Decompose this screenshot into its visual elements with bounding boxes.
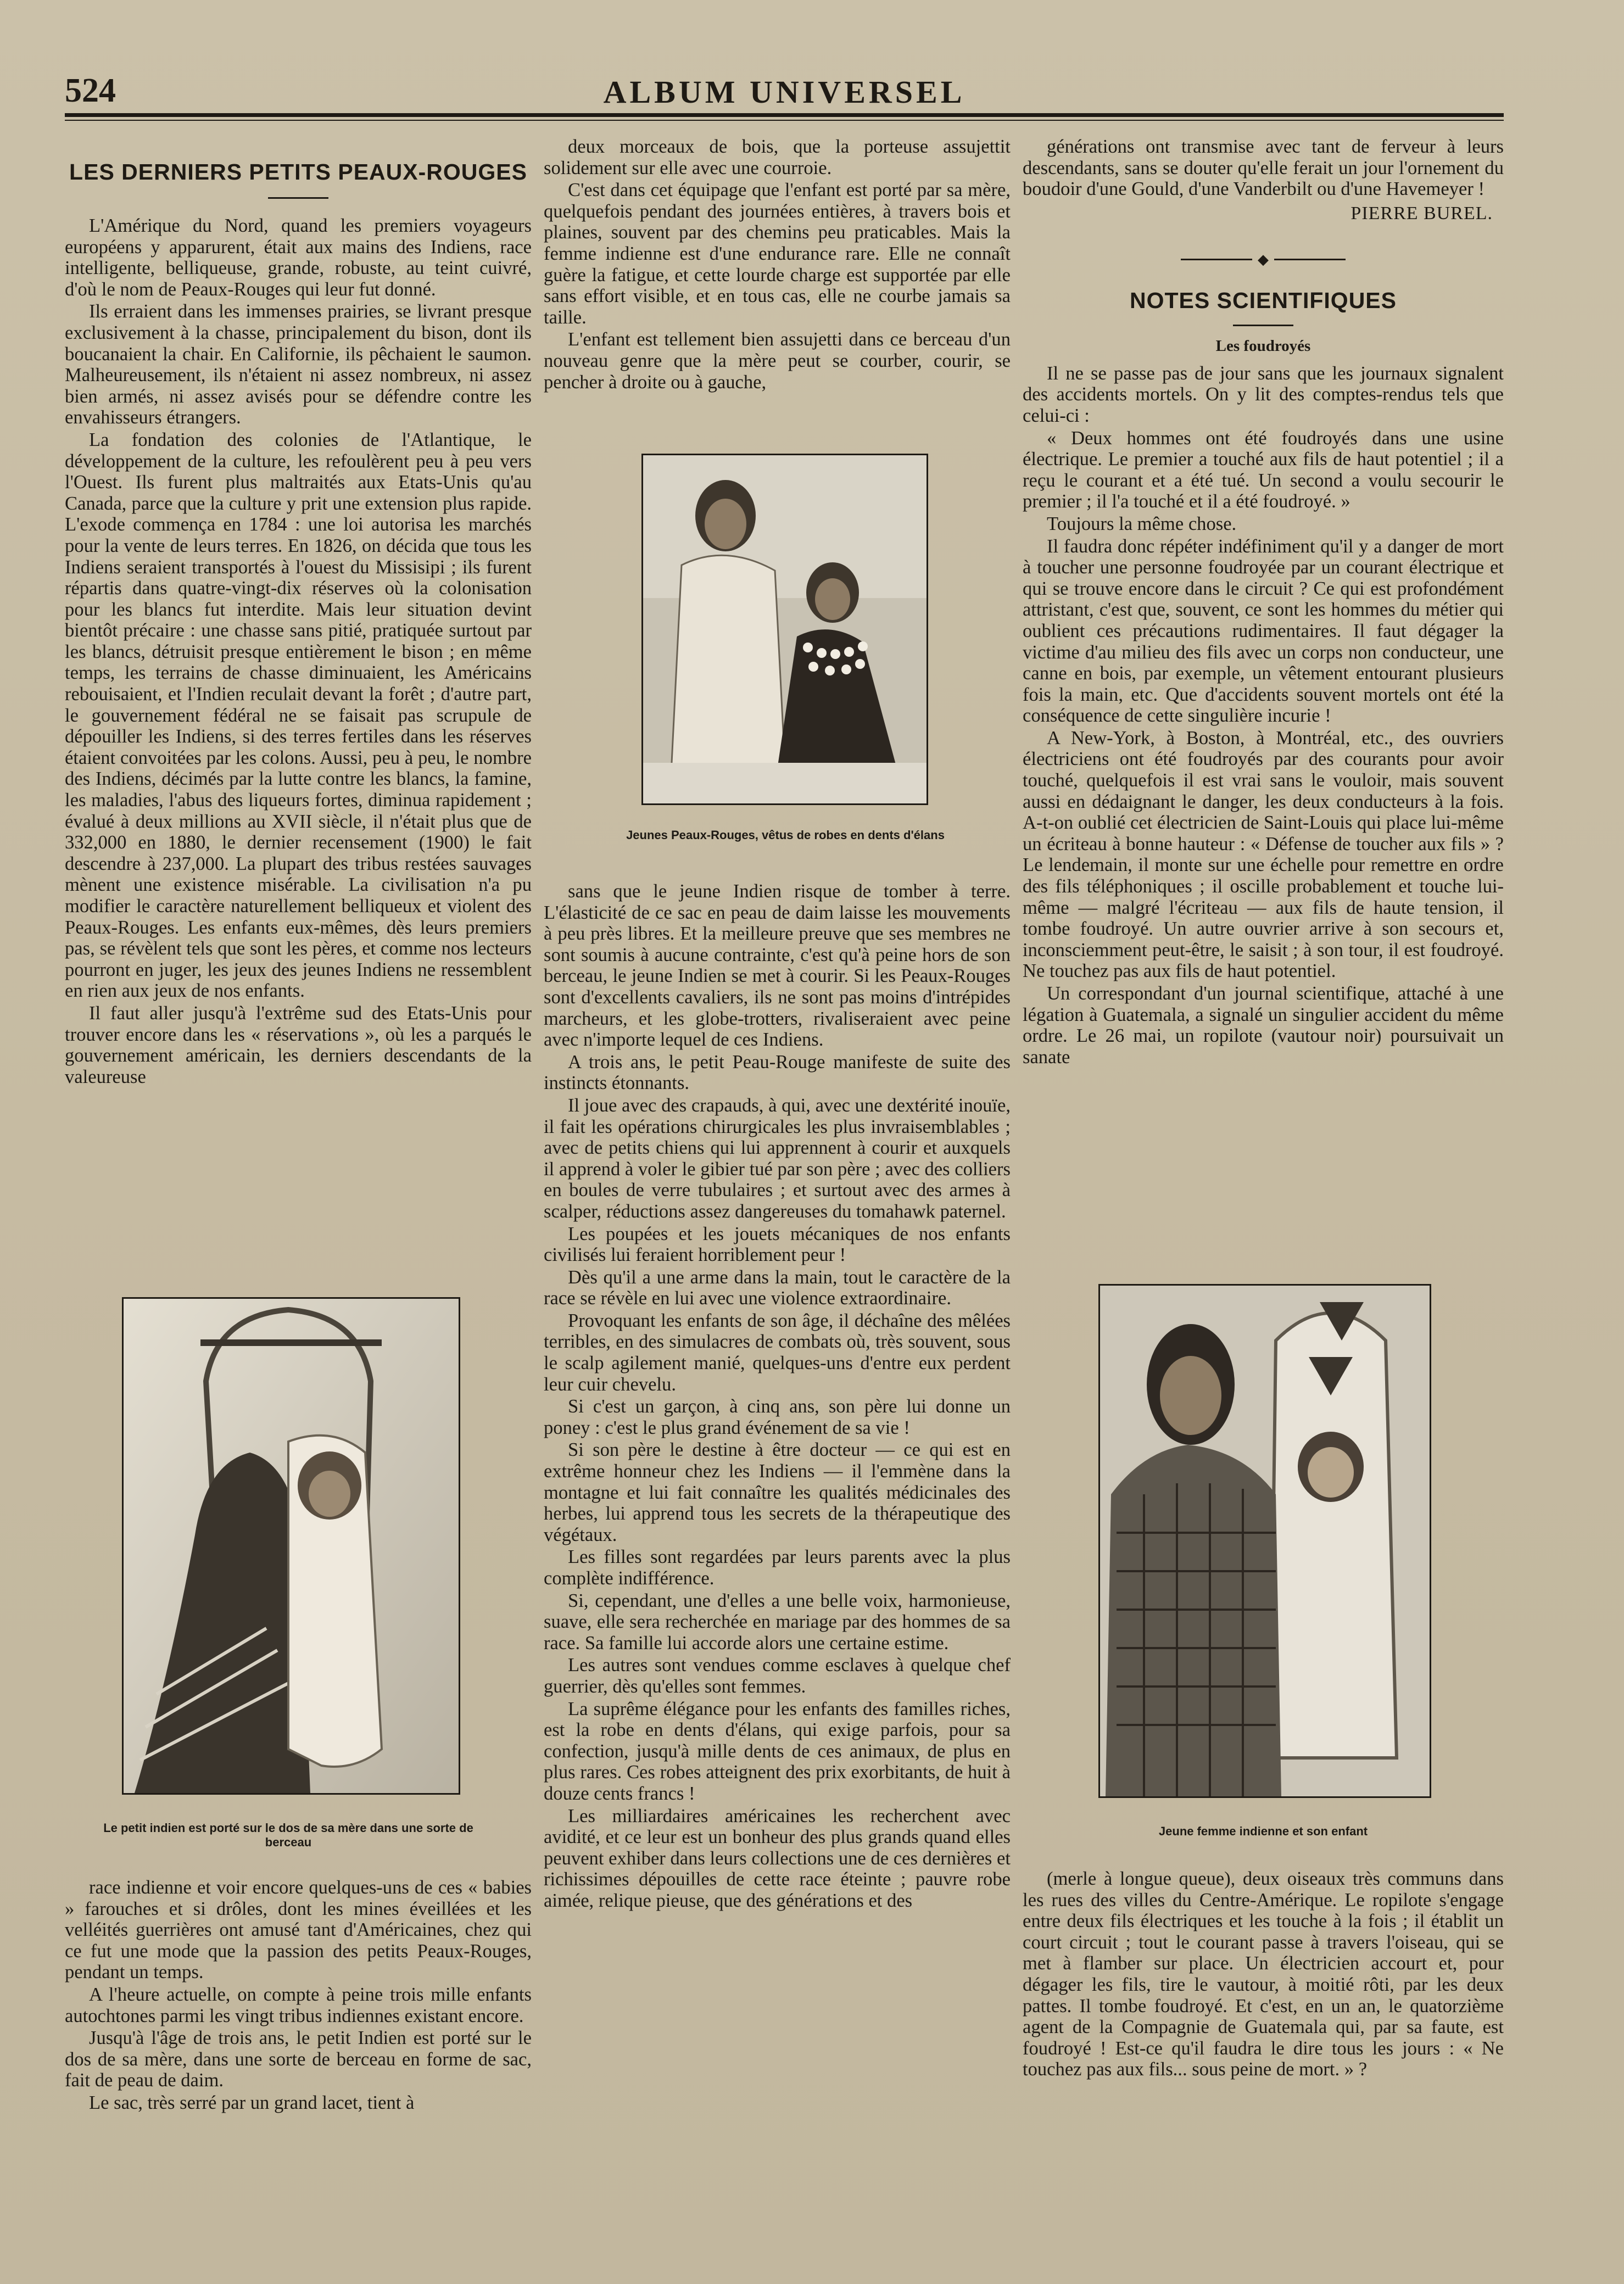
column-1-bottom <box>65 1877 532 2256</box>
paragraph: générations ont transmise avec tant de ferveur à leurs descendants, sans se douter qu'elle ferait un jour l'ornement du boudoir d'une Gould, d'une Vanderbilt ou d'une Havemeyer ! <box>1023 136 1504 200</box>
column-3-bottom <box>1023 1868 1504 2256</box>
article-body-col3 <box>1023 136 1504 200</box>
paragraph: Jusqu'à l'âge de trois ans, le petit Indien est porté sur le dos de sa mère, dans une sorte de berceau en forme de sac, fait de peau de daim. <box>65 2028 532 2091</box>
paragraph: Un correspondant d'un journal scientifique, attaché à une légation à Guatemala, a signalé un singulier accident du même ordre. Le 26 mai, un ropilote (vautour noir) poursuivait un sanate <box>1023 983 1504 1068</box>
notes-body-continued <box>1023 1868 1504 2080</box>
masthead: ALBUM UNIVERSEL <box>603 74 966 110</box>
paragraph: Le sac, très serré par un grand lacet, tient à <box>89 2092 415 2113</box>
section-rule <box>1233 325 1293 326</box>
paragraph: Il faut aller jusqu'à l'extrême sud des Etats-Unis pour trouver encore dans les « réservations », où les a parqués le gouvernement américain, les derniers descendants de la valeureuse <box>65 1002 532 1087</box>
paragraph: deux morceaux de bois, que la porteuse assujettit solidement sur elle avec une courroie. <box>544 136 1011 178</box>
photo-young-peaux-rouges-image <box>643 455 927 803</box>
photo-young-peaux-rouges <box>641 454 928 805</box>
page-number: 524 <box>65 72 116 109</box>
paragraph: Les poupées et les jouets mécaniques de nos enfants civilisés lui feraient horriblement peur ! <box>544 1223 1011 1266</box>
paragraph: race indienne et voir encore quelques-uns de ces « babies » farouches et si drôles, dont les mines éveillées et les velléités guerrières ont amusé tant d'Américaines, chez qui ce fut une mode que la passion des petits Peaux-Rouges, pendant un temps. <box>65 1877 532 1983</box>
paragraph: A New-York, à Boston, à Montréal, etc., des ouvriers électriciens ont été foudroyés par des courants pour avoir touché, quelquefois il est vrai sans le vouloir, mais souvent aussi en dédaignant le danger, les deux conducteurs à la fois. A-t-on oublié cet électricien de Saint-Louis qui place lui-même un écriteau à bonne hauteur : « Défense de toucher aux fils » ? Le lendemain, il monte sur une échelle pour remettre en ordre des fils téléphoniques ; il oscille probablement et touche lui-même — malgré l'écriteau — aux fils de haute tension, il tombe foudroyé. Un autre ouvrier arrive à son secours et, inconsciemment peut-être, le saisit ; à son tour, il est foudroyé. Ne touchez pas aux fils de haut potentiel. <box>1023 727 1504 982</box>
paragraph: L'enfant est tellement bien assujetti dans ce berceau d'un nouveau genre que la mère peut se courber, courir, se pencher à droite ou à gauche, <box>544 329 1011 393</box>
paragraph: Ils erraient dans les immenses prairies, se livrant presque exclusivement à la chasse, principalement du bison, dont ils boucanaient la chair. En Californie, ils pêchaient le saumon. Malheureusement, ils n'étaient ni assez nombreux, ni assez bien armés, ni assez avisés pour se défendre contre les envahisseurs étrangers. <box>65 301 532 428</box>
photo-young-woman-child-image <box>1100 1286 1430 1796</box>
article-body-col2 <box>544 136 1011 393</box>
title-rule <box>268 197 328 199</box>
column-1-top <box>65 159 532 1203</box>
paragraph: Les autres sont vendues comme esclaves à quelque chef guerrier, dès qu'elles sont femmes. <box>544 1655 1011 1697</box>
paragraph: Il joue avec des crapauds, à qui, avec une dextérité inouïe, il fait les opérations chirurgicales les plus invraisemblables ; avec de petits chiens qui lui apprennent à courir et auxquels il apprend à voler le gibier tué par son père ; avec des colliers en boules de verre tubulaires ; et surtout avec des armes à scalper, réductions assez dangereuses du tomahawk paternel. <box>544 1094 1011 1222</box>
paragraph: Les milliardaires américaines les recherchent avec avidité, et ce leur est un bonheur des plus grands quand elles peuvent exhiber dans leurs collections une de ces dernières et richissimes dépouilles de cette race éteinte ; pauvre robe aimée, relique pieuse, que des générations et des <box>544 1805 1011 1911</box>
paragraph: Les filles sont regardées par leurs parents avec la plus complète indifférence. <box>544 1546 1011 1589</box>
article-body-col2-continued <box>544 881 1011 1912</box>
page-header <box>65 71 1504 115</box>
notes-body <box>1023 363 1504 1068</box>
paragraph: Dès qu'il a une arme dans la main, tout le caractère de la race se révèle en lui avec une violence extraordinaire. <box>544 1266 1011 1309</box>
paragraph: Si, cependant, une d'elles a une belle voix, harmonieuse, suave, elle sera recherchée en mariage par des hommes de sa race. Sa famille lui accorde alors une certaine estime. <box>544 1590 1011 1654</box>
column-3-top <box>1023 136 1504 1267</box>
article-body-continued <box>65 1877 532 2114</box>
section-subtitle: Les foudroyés <box>1215 337 1311 355</box>
header-rule <box>65 113 1504 117</box>
paragraph: La fondation des colonies de l'Atlantique, le développement de la culture, les refoulèrent peu à peu vers l'Ouest. Ils furent plus maltraités aux Etats-Unis qu'au Canada, parce que la culture y prit une extension plus rapide. L'exode commença en 1784 : une loi autorisa les marchés pour la vente de leurs terres. En 1826, on décida que tous les Indiens seraient transportés à l'ouest du Missisipi ; ils furent répartis dans quatre-vingt-dix réserves où la colonisation pour les blancs fut interdite. Mais leur situation devint bientôt précaire : une chasse sans pitié, pratiquée surtout par les blancs, détruisit presque entièrement le bison ; en même temps, les terrains de chasse diminuaient, les Américains rebouisaient, et l'Indien reculait devant la forêt ; d'autre part, le gouvernement fédéral ne se faisait pas scrupule de dépouiller les Indiens, si des terres fertiles dans les réserves étaient convoitées par les colons. Aussi, peu à peu, le nombre des Indiens, décimés par la lutte contre les blancs, la famine, les maladies, l'abus des liqueurs fortes, diminua rapidement ; évalué à deux millions au XVII siècle, il n'était plus que de 332,000 en 1880, le dernier recensement (1900) le fait descendre à 237,000. La plupart des tribus restées sauvages mènent une existence misérable. La civilisation n'a pu modifier le caractère naturellement belliqueux et violent des Peaux-Rouges. Les enfants eux-mêmes, dès leurs premiers pas, se révèlent tels que sont les pères, et comme nos lecteurs pourront en juger, les jeux des jeunes Indiens ne ressemblent en rien aux jeux de nos enfants. <box>65 429 532 1002</box>
paragraph: sans que le jeune Indien risque de tomber à terre. L'élasticité de ce sac en peau de daim laisse les mouvements à peu près libres. Et la meilleure preuve que ses membres ne sont soumis à aucune contrainte, c'est qu'à peine hors de son berceau, le jeune Indien se met à courir. Si les Peaux-Rouges sont d'excellents cavaliers, ils ne sont pas moins d'intrépides marcheurs, et les globe-trotters, rivaliseraient avec peine avec n'importe lequel de ces Indiens. <box>544 881 1011 1051</box>
paragraph: Il faudra donc répéter indéfiniment qu'il y a danger de mort à toucher une personne foudroyée par un courant électrique et qui se trouve encore dans le circuit ? Ce qui est profondément attristant, c'est que, souvent, ce sont les hommes du métier qui oublient ces précautions rudimentaires. Il faut dégager la victime d'au milieu des fils avec un corps non conducteur, une canne en bois, par exemple, un vêtement entourant plusieurs fois la main, etc. Que d'accidents souvent mortels ont été la conséquence de cette singulière incurie ! <box>1023 535 1504 727</box>
article-body <box>65 215 532 1087</box>
column-2-top <box>544 136 1011 422</box>
paragraph: La suprême élégance pour les enfants des familles riches, est la robe en dents d'élans, qui exige parfois, pour sa confection, jusqu'à mille dents de ces animaux, de plus en plus rares. Ces robes atteignent des prix exorbitants, de huit à douze cents francs ! <box>544 1698 1011 1804</box>
column-2-bottom <box>544 881 1011 2257</box>
article-title: LES DERNIERS PETITS PEAUX-ROUGES <box>69 159 527 185</box>
section-ornament: ◆ <box>1023 252 1504 268</box>
paragraph: A trois ans, le petit Peau-Rouge manifeste de suite des instincts étonnants. <box>544 1051 1011 1094</box>
paragraph: Provoquant les enfants de son âge, il déchaîne des mêlées terribles, en des simulacres de combats où, très souvent, sous le scalp agilement manié, quelques-uns d'entre eux perdent leur cuir chevelu. <box>544 1310 1011 1395</box>
paragraph: (merle à longue queue), deux oiseaux très communs dans les rues des villes du Centre-Amérique. Le ropilote s'engage entre deux fils électriques et les touche à la fois ; il établit un court circuit ; tout le courant passe à travers l'oiseau, qui se met à flamber sur place. Un électricien accourt et, pour dégager les fils, tire le vautour, à moitié rôti, par les deux pattes. Il tombe foudroyé. Et c'est, en un an, le quatorzième agent de la Compagnie de Guatemala qui, par sa faute, est foudroyé ! Est-ce qu'il faudra le dire tous les jours : « Ne touchez pas aux fils... sous peine de mort. » ? <box>1023 1868 1504 2080</box>
paragraph: Si son père le destine à être docteur — ce qui est en extrême honneur chez les Indiens — il l'emmène dans la montagne et lui fait connaître les qualités médicinales des herbes, lui apprend tous les secrets de la thérapeutique des végétaux. <box>544 1439 1011 1545</box>
paragraph: A l'heure actuelle, on compte à peine trois mille enfants autochtones parmi les vingt tribus indiennes existant encore. <box>65 1984 532 2026</box>
photo-young-woman-child <box>1098 1284 1431 1798</box>
section-title: NOTES SCIENTIFIQUES <box>1130 287 1397 313</box>
figure-caption-2: Jeunes Peaux-Rouges, vêtus de robes en dents d'élans <box>626 828 945 842</box>
paragraph: Si c'est un garçon, à cinq ans, son père lui donne un poney : c'est le plus grand événement de sa vie ! <box>544 1396 1011 1438</box>
figure-caption-3: Jeune femme indienne et son enfant <box>1158 1824 1368 1838</box>
paragraph: Il ne se passe pas de jour sans que les journaux signalent des accidents mortels. On y lit des comptes-rendus tels que celui-ci : <box>1023 362 1504 426</box>
photo-mother-cradleboard-image <box>124 1299 459 1793</box>
paragraph: « Deux hommes ont été foudroyés dans une usine électrique. Le premier a touché aux fils de haut potentiel ; il a reçu le courant et a été tué. Un second a voulu secourir le premier ; il l'a touché et il a été foudroyé. » <box>1023 427 1504 512</box>
author-signature: PIERRE BUREL. <box>1350 203 1493 224</box>
header-rule-thin <box>65 120 1504 121</box>
figure-caption-1: Le petit indien est porté sur le dos de sa mère dans une sorte de berceau <box>103 1821 473 1849</box>
paragraph: C'est dans cet équipage que l'enfant est porté par sa mère, quelquefois pendant des journées entières, à travers bois et plaines, souvent par des chemins peu praticables. Mais la femme indienne est d'une endurance rare. Elle ne connaît guère la fatigue, et cette lourde charge est supportée par elle sans effort visible, et en tous cas, elle ne courbe jamais sa taille. <box>544 180 1011 328</box>
paragraph: Toujours la même chose. <box>1047 513 1237 534</box>
photo-mother-cradleboard <box>122 1297 460 1795</box>
paragraph: L'Amérique du Nord, quand les premiers voyageurs européens y apparurent, était aux mains des Indiens, race intelligente, belliqueuse, grande, robuste, au teint cuivré, d'où le nom de Peaux-Rouges qui leur fut donné. <box>65 215 532 300</box>
